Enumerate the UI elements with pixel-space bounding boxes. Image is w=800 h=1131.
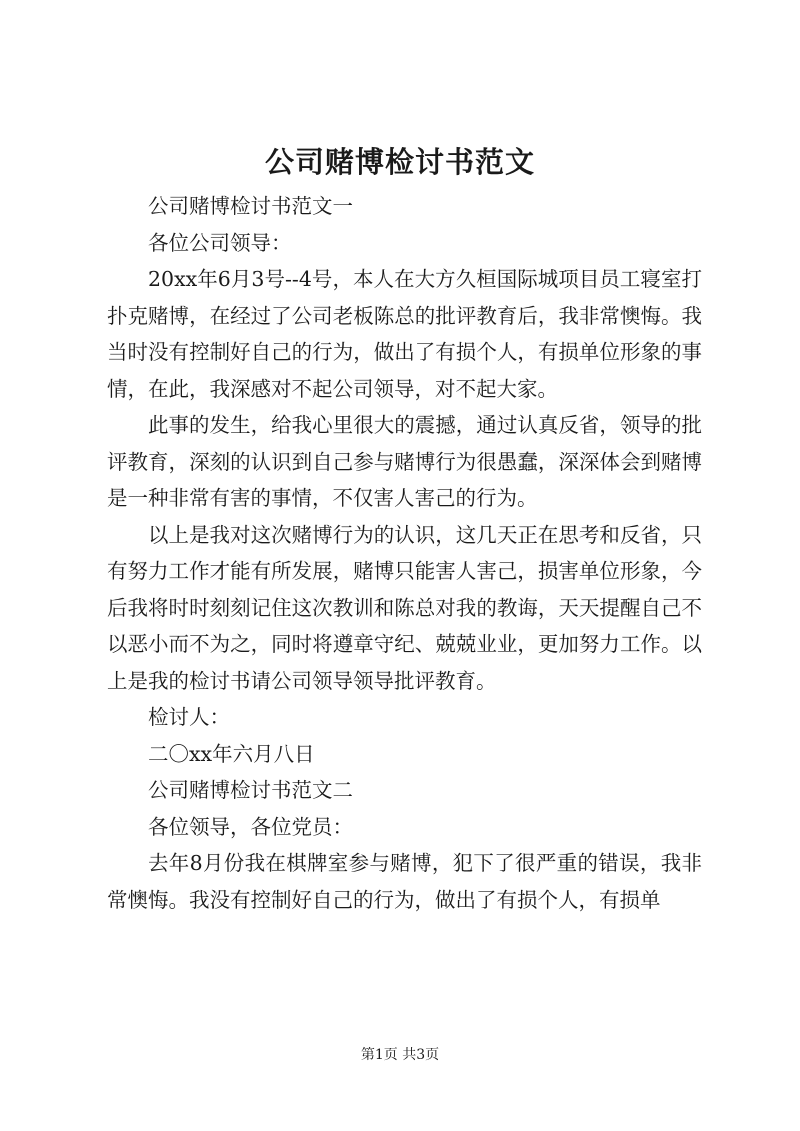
page-number-footer: 第1页 共3页 [360, 1047, 440, 1063]
body-paragraph: 以上是我对这次赌博行为的认识，这几天正在思考和反省，只有努力工作才能有所发展，赌博只能害人害己，损害单位形象，今后我将时时刻刻记住这次教训和陈总对我的教诲，天天提醒自己不以恶小而不为之，同时将遵章守纪、兢兢业业，更加努力工作。以上是我的检讨书请公司领导领导批评教育。 [107, 522, 702, 693]
body-paragraph: 此事的发生，给我心里很大的震撼，通过认真反省，领导的批评教育，深刻的认识到自己参与赌博行为很愚蠢，深深体会到赌博是一种非常有害的事情，不仅害人害己的行为。 [107, 413, 702, 510]
document-title: 公司赌博检讨书范文 [264, 145, 535, 179]
section-heading-2: 公司赌博检讨书范文二 [148, 778, 353, 802]
salutation-1: 各位公司领导： [148, 230, 292, 255]
section-heading-1: 公司赌博检讨书范文一 [148, 194, 353, 218]
body-paragraph: 20xx年6月3号--4号，本人在大方久桓国际城项目员工寝室打扑克赌博，在经过了公司老板陈总的批评教育后，我非常懊悔。我当时没有控制好自己的行为，做出了有损个人，有损单位形象的事情，在此，我深感对不起公司领导，对不起大家。 [107, 267, 702, 401]
body-paragraph: 去年8月份我在棋牌室参与赌博，犯下了很严重的错误，我非常懊悔。我没有控制好自己的行为，做出了有损个人，有损单 [107, 851, 702, 912]
date-line: 二〇xx年六月八日 [148, 741, 315, 766]
salutation-2: 各位领导，各位党员： [148, 814, 353, 839]
signature-label: 检讨人： [148, 705, 230, 729]
document-body [107, 188, 702, 918]
